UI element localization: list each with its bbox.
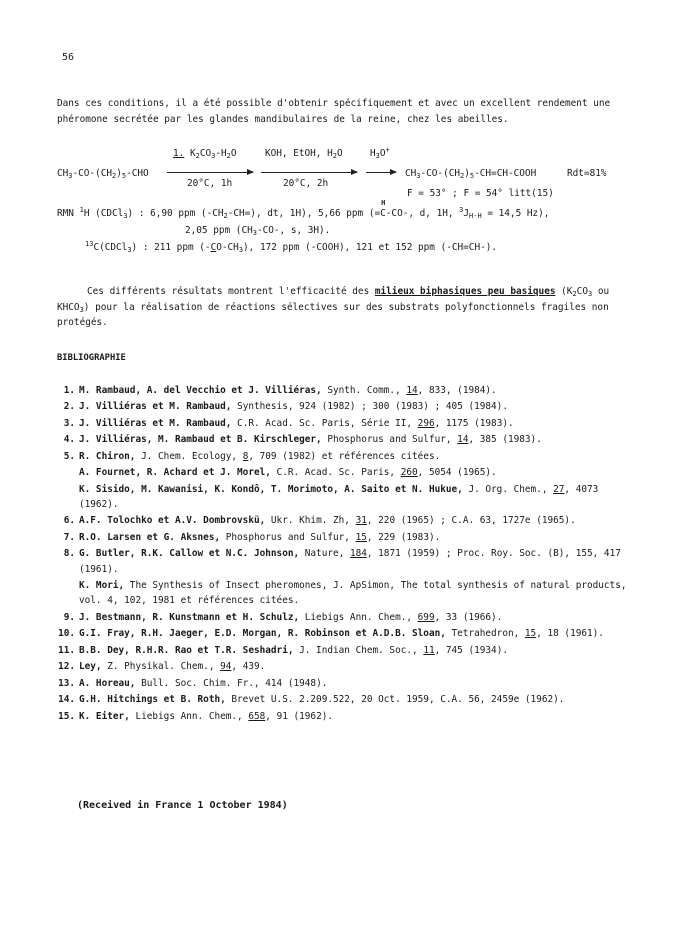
- reference-item: [57, 692, 627, 707]
- reference-details: , 33 (1966).: [434, 611, 503, 623]
- reference-authors: B.B. Dey, R.H.R. Rao et T.R. Seshadri,: [79, 644, 294, 656]
- reference-authors: A. Fournet, R. Achard et J. Morel,: [79, 467, 271, 479]
- reference-source: Tetrahedron,: [445, 628, 525, 640]
- reference-authors: G. Butler, R.K. Callow et N.C. Johnson,: [79, 548, 300, 560]
- yield: Rdt=81%: [567, 168, 607, 179]
- reference-number: 5.: [63, 450, 75, 462]
- step2-reagents: KOH, EtOH, $H_2O$: [265, 148, 343, 160]
- reference-volume: 260: [400, 467, 418, 479]
- reference-details: , 1175 (1983).: [434, 417, 514, 429]
- reference-item: [57, 643, 627, 658]
- reactant-formula: $CH_3-CO-(CH_2)_5$-CHO: [57, 168, 149, 180]
- nmr-data: [57, 188, 627, 274]
- melting-point: F = 53° ; F = 54° litt(15): [407, 188, 554, 199]
- reference-item: [57, 530, 627, 545]
- reference-details: , 18 (1961).: [536, 628, 604, 640]
- reference-source: C.R. Acad. Sc. Paris, Série II,: [231, 417, 418, 429]
- reference-source: Synthesis, 924 (1982) ; 300 (1983) ; 405 (1984).: [231, 401, 508, 413]
- reference-item: [57, 610, 627, 625]
- reaction-arrow-1: [167, 172, 253, 173]
- reference-item: [57, 626, 627, 641]
- reference-details: , 229 (1983).: [366, 531, 441, 543]
- nmr-1h-line1: RMN $^1$H (CDCl$_3$) : 6,90 ppm $(-CH_2-CH=)$, dt, 1H), 5,66 ppm (= H C-CO-, d, 1H, $^3J_{H-H} = 14,5$ Hz),: [57, 199, 550, 220]
- reference-volume: 11: [423, 644, 435, 656]
- reference-item: [57, 465, 627, 480]
- reference-source: Brevet U.S. 2.209.522, 20 Oct. 1959, C.A. 56, 2459e (1962).: [225, 694, 565, 706]
- reaction-arrow-2: [261, 172, 357, 173]
- reference-number: 14.: [58, 694, 75, 706]
- page-number: 56: [62, 52, 75, 63]
- reference-number: 15.: [58, 710, 75, 722]
- reference-number: 7.: [63, 531, 75, 543]
- reference-volume: 8: [242, 450, 249, 462]
- reference-source: The Synthesis of Insect pheromones, J. ApSimon, The total synthesis of natural products, vol. 4, 102, 1981 et références citées.: [79, 580, 627, 607]
- reference-list: [57, 383, 627, 725]
- reference-authors: K. Sisido, M. Kawanisi, K. Kondô, T. Morimoto, A. Saito et N. Hukue,: [79, 483, 463, 495]
- reference-authors: R. Chiron,: [79, 450, 136, 462]
- reference-volume: 14: [406, 385, 418, 396]
- reference-number: 10.: [58, 628, 75, 640]
- bibliography-heading: BIBLIOGRAPHIE: [57, 353, 126, 363]
- reference-number: 12.: [58, 661, 75, 673]
- reference-source: J. Org. Chem.,: [462, 483, 554, 495]
- reference-source: Liebigs Ann. Chem.,: [129, 710, 249, 722]
- reference-authors: A.F. Tolochko et A.V. Dombrovskü,: [79, 515, 266, 527]
- reference-item: [57, 709, 627, 724]
- reference-source: Nature,: [299, 548, 350, 560]
- reference-source: Liebigs Ann. Chem.,: [299, 611, 418, 623]
- reference-volume: 31: [355, 515, 367, 527]
- reference-details: , 220 (1965) ; C.A. 63, 1727e (1965).: [366, 515, 576, 527]
- reference-source: Phosphorus and Sulfur,: [321, 434, 458, 446]
- reference-source: Ukr. Khim. Zh,: [265, 515, 356, 527]
- product-formula: $CH_3-CO-(CH_2)_5-CH=CH$-COOH: [405, 168, 537, 180]
- reference-authors: J. Villiéras et M. Rambaud,: [79, 401, 232, 413]
- reference-item: [57, 399, 627, 414]
- reference-details: , 91 (1962).: [265, 710, 334, 722]
- reference-details: , 709 (1982) et références citées.: [248, 450, 441, 462]
- reference-source: Phosphorus and Sulfur,: [220, 531, 356, 543]
- reference-authors: G.H. Hitchings et B. Roth,: [79, 694, 226, 706]
- reference-item: [57, 578, 627, 608]
- reference-number: 1.: [63, 385, 75, 396]
- step1-reagents: 1. $K_2CO_3-H_2O$: [173, 148, 237, 160]
- reference-authors: K. Mori,: [79, 580, 125, 592]
- reference-authors: J. Villiéras, M. Rambaud et B. Kirschleger,: [79, 434, 322, 446]
- reference-item: [57, 659, 627, 674]
- nmr-13c-line: $^{13}$C(CDCl$_3$) : 211 ppm $(-CO-CH_3)$, 172 ppm (-COOH), 121 et 152 ppm (-CH=CH-).: [85, 240, 498, 254]
- step3-reagents: $H_3O^+$: [370, 146, 390, 160]
- reference-volume: 699: [417, 611, 435, 623]
- step1-conditions: 20°C, 1h: [187, 178, 233, 189]
- reference-number: 8.: [63, 548, 75, 560]
- reference-number: 3.: [63, 417, 75, 429]
- received-date: (Received in France 1 October 1984): [77, 800, 288, 811]
- reference-number: 2.: [63, 401, 75, 413]
- reference-authors: Ley,: [79, 661, 102, 673]
- reference-number: 13.: [58, 677, 75, 689]
- conclusion-emphasis: milieux biphasiques peu basiques: [374, 286, 556, 297]
- intro-paragraph: Dans ces conditions, il a été possible d'obtenir spécifiquement et avec un excellent rendement une phéromone secrétée par les glandes mandibulaires de la reine, chez les abeilles.: [57, 98, 611, 125]
- reference-source: J. Indian Chem. Soc.,: [293, 644, 424, 656]
- reference-number: 4.: [63, 434, 75, 446]
- reference-authors: R.O. Larsen et G. Aksnes,: [79, 531, 221, 543]
- reference-details: , 5054 (1965).: [417, 467, 497, 479]
- reference-source: C.R. Acad. Sc. Paris,: [270, 467, 401, 479]
- reference-authors: K. Eiter,: [79, 710, 130, 722]
- reference-details: , 439.: [231, 661, 266, 673]
- reaction-arrow-3: [366, 172, 396, 173]
- reference-item: [57, 482, 627, 512]
- reference-source: Z. Physikal. Chem.,: [101, 661, 221, 673]
- reference-authors: J. Bestmann, R. Kunstmann et H. Schulz,: [79, 611, 300, 623]
- reference-authors: G.I. Fray, R.H. Jaeger, E.D. Morgan, R. Robinson et A.D.B. Sloan,: [79, 628, 446, 640]
- reference-volume: 15: [524, 628, 537, 640]
- reference-authors: A. Horeau,: [79, 677, 136, 689]
- reference-source: J. Chem. Ecology,: [135, 450, 243, 462]
- reference-item: [57, 546, 627, 576]
- reference-volume: 14: [457, 434, 469, 446]
- reference-item: [57, 513, 627, 528]
- reference-volume: 94: [220, 661, 232, 673]
- reference-item: [57, 383, 627, 398]
- reference-details: , 833, (1984).: [417, 385, 497, 396]
- reference-volume: 184: [349, 548, 367, 560]
- conclusion-paragraph: Ces différents résultats montrent l'efficacité des milieux biphasiques peu basiques ($K_2CO_3$ ou $KHCO_3$) pour la réalisation de réactions sélectives sur des substrats polyfonctionnels fragiles non protégés.: [57, 286, 610, 328]
- reference-details: , 4073 (1962).: [79, 483, 599, 510]
- reference-number: 11.: [58, 644, 75, 656]
- reference-number: 9.: [63, 611, 75, 623]
- reference-number: 6.: [63, 515, 75, 527]
- reference-details: , 385 (1983).: [468, 434, 542, 446]
- reference-authors: M. Rambaud, A. del Vecchio et J. Villiéras,: [79, 385, 322, 396]
- reaction-scheme: [57, 148, 627, 188]
- reference-item: [57, 432, 627, 447]
- reference-volume: 296: [417, 417, 435, 429]
- reference-item: [57, 449, 627, 464]
- nmr-1h-line2: 2,05 ppm ($CH_3-CO-$, s, 3H).: [185, 225, 331, 237]
- reference-details: , 1871 (1959) ; Proc. Roy. Soc. (B), 155, 417 (1961).: [79, 548, 621, 575]
- reference-source: Synth. Comm.,: [321, 385, 407, 396]
- reference-item: [57, 676, 627, 691]
- reference-volume: 658: [248, 710, 266, 722]
- step2-conditions: 20°C, 2h: [283, 178, 329, 189]
- reference-details: , 745 (1934).: [434, 644, 508, 656]
- reference-volume: 27: [553, 483, 565, 495]
- reference-authors: J. Villiéras et M. Rambaud,: [79, 417, 232, 429]
- reference-source: Bull. Soc. Chim. Fr., 414 (1948).: [135, 677, 328, 689]
- reference-volume: 15: [355, 531, 367, 543]
- reference-item: [57, 416, 627, 431]
